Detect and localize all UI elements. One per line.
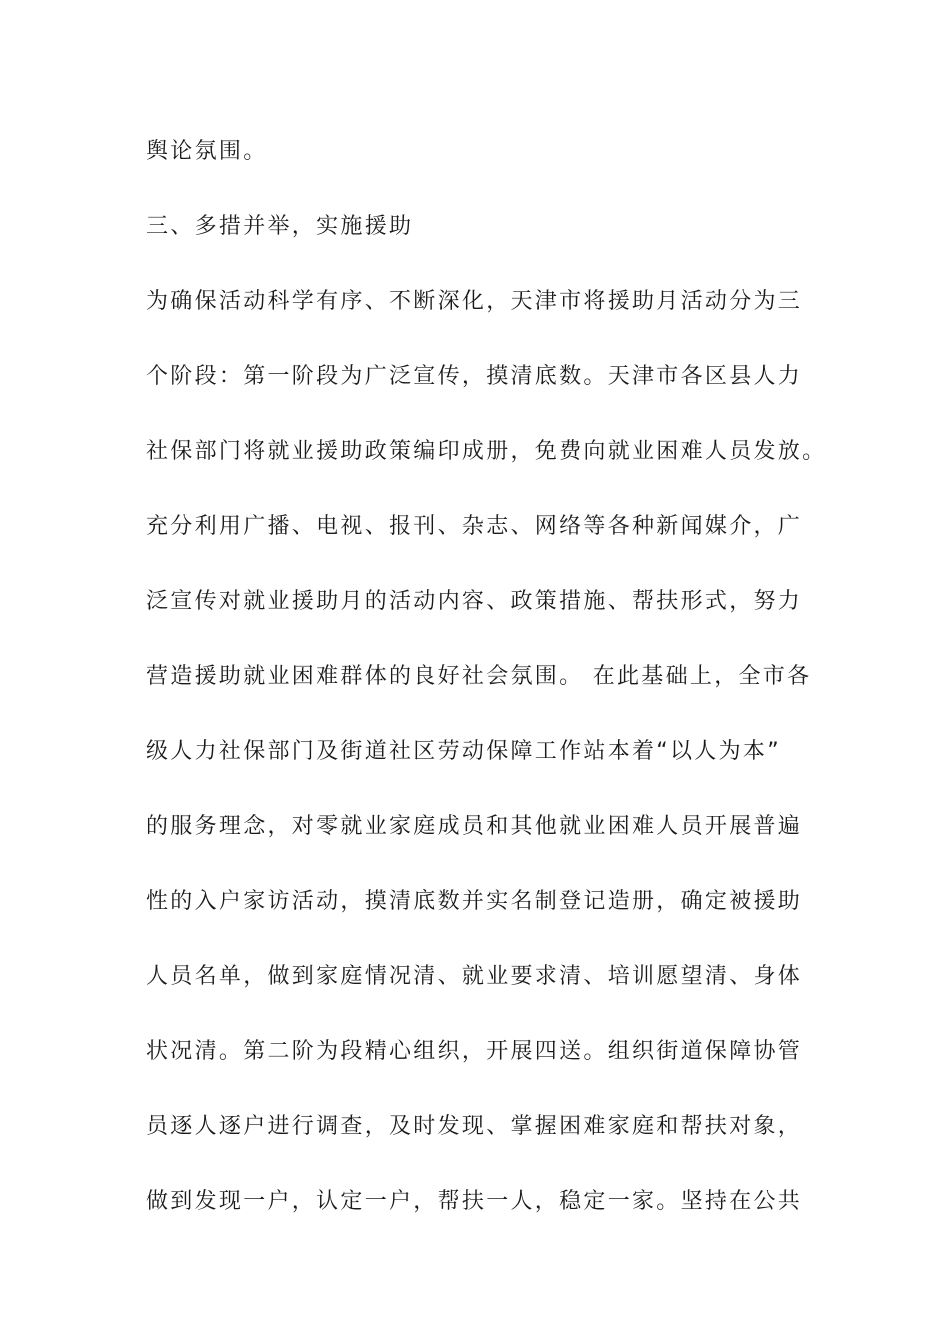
text-line: 营造援助就业困难群体的良好社会氛围。 在此基础上，全市各 (146, 664, 812, 689)
text-line: 舆论氛围。 (146, 139, 268, 164)
text-line: 为确保活动科学有序、不断深化，天津市将援助月活动分为三 (146, 289, 803, 314)
text-line: 的服务理念，对零就业家庭成员和其他就业困难人员开展普遍 (146, 814, 803, 839)
text-line: 社保部门将就业援助政策编印成册，免费向就业困难人员发放。 (146, 439, 827, 464)
text-line: 性的入户家访活动，摸清底数并实名制登记造册，确定被援助 (146, 889, 803, 914)
text-line: 做到发现一户，认定一户，帮扶一人，稳定一家。坚持在公共 (146, 1189, 803, 1214)
section-heading: 三、多措并举，实施援助 (146, 214, 414, 239)
text-line: 员逐人逐户进行调查，及时发现、掌握困难家庭和帮扶对象， (146, 1114, 803, 1139)
text-line: 充分利用广播、电视、报刊、杂志、网络等各种新闻媒介，广 (146, 514, 803, 539)
text-line: 级人力社保部门及街道社区劳动保障工作站本着“以人为本” (146, 739, 781, 764)
text-line: 状况清。第二阶为段精心组织，开展四送。组织街道保障协管 (146, 1039, 803, 1064)
text-line: 个阶段：第一阶段为广泛宣传，摸清底数。天津市各区县人力 (146, 364, 803, 389)
text-line: 人员名单，做到家庭情况清、就业要求清、培训愿望清、身体 (146, 964, 803, 989)
text-line: 泛宣传对就业援助月的活动内容、政策措施、帮扶形式，努力 (146, 589, 803, 614)
